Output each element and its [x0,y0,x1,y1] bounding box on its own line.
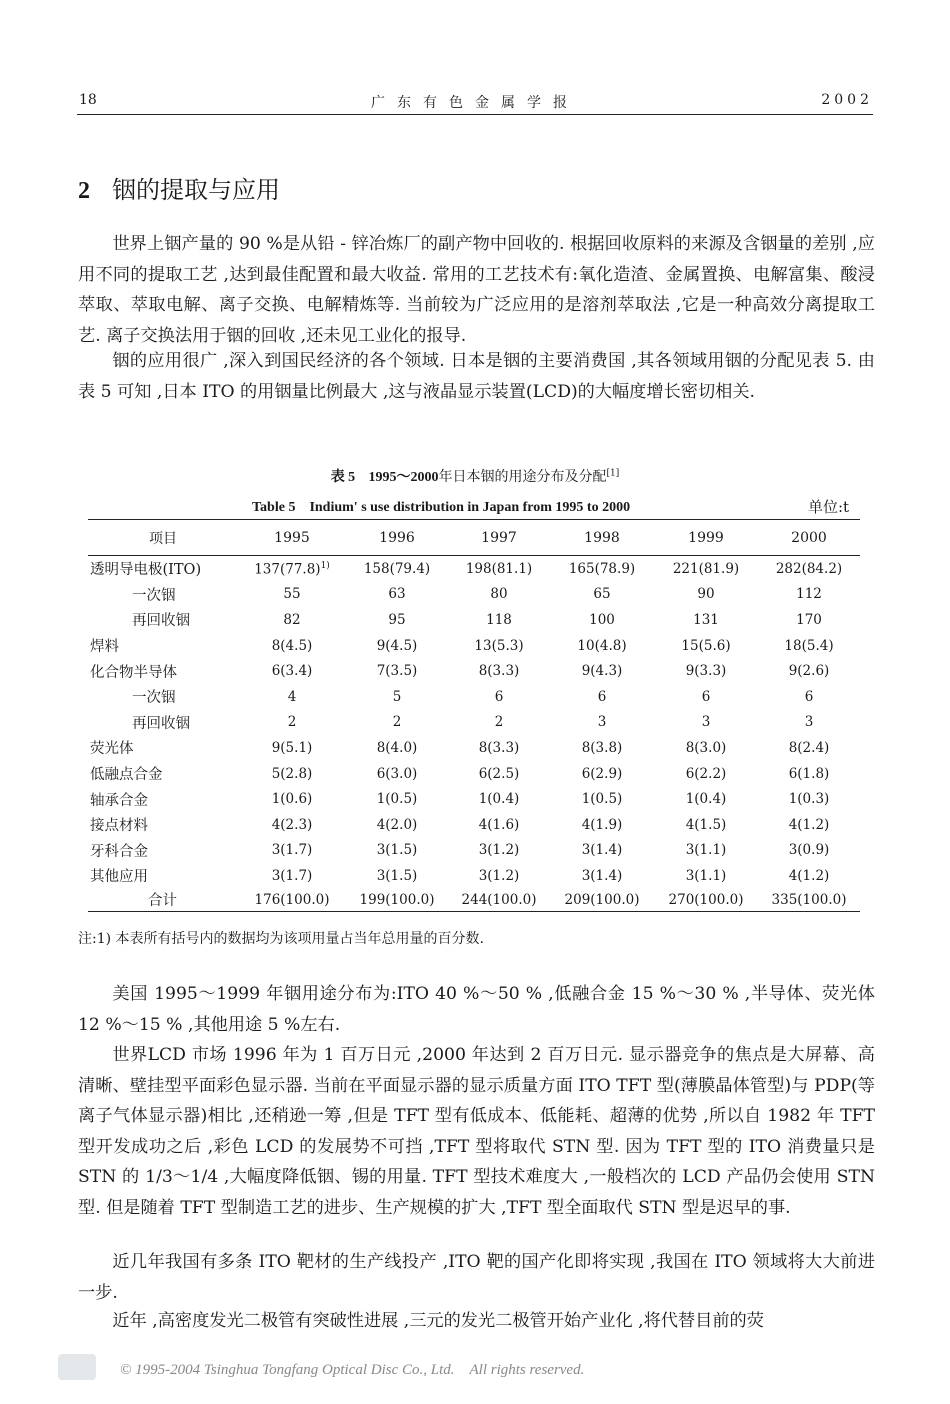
section-number: 2 [78,178,90,204]
table-cell: 3(1.4) [581,867,623,884]
paragraph-extraction: 世界上铟产量的 90 %是从铅 - 锌冶炼厂的副产物中回收的. 根据回收原料的来源及含铟量的差别 ,应用不同的提取工艺 ,达到最佳配置和最大收益. 常用的工艺技术有:氧化造渣、金属置换、电解富集、酸浸萃取、萃取电解、离子交换、电解精炼等. 当前较为广泛应用的是溶剂萃取法 ,它是一种高效分离提取工艺. 离子交换法用于铟的回收 ,还未见工业化的报导. [78,234,875,346]
row-label: 化合物半导体 [90,664,177,681]
table-cell: 176(100.0) [238,889,346,912]
paragraph-lcd-market: 世界LCD 市场 1996 年为 1 百万日元 ,2000 年达到 2 百万日元. 显示器竞争的焦点是大屏幕、高清晰、壁挂型平面彩色显示器. 当前在平面显示器的显示质量方面 ITO TFT 型(薄膜晶体管型)与 PDP(等离子气体显示器)相比 ,还稍逊一筹 ,但是 TFT 型有低成本、低能耗、超薄的优势 ,所以自 1982 年 TFT 型开发成功之后 ,彩色 LCD 的发展势不可挡 ,TFT 型将取代 STN 型. 因为 TFT 型的 ITO 消费量只是 STN 的 1/3～1/4 ,大幅度降低铟、锡的用量. TFT 型技术难度大 ,一般档次的 LCD 产品仍会使用 STN 型. 但是随着 TFT 型制造工艺的进步、生产规模的扩大 ,TFT 型全面取代 STN 型是迟早的事. [78,1045,875,1218]
row-label: 轴承合金 [90,792,148,809]
table-cell: 9(5.1) [271,739,313,756]
table-caption [0,466,950,486]
header-1999: 1999 [654,520,758,556]
row-label: 一次铟 [132,690,176,707]
header-1996: 1996 [346,520,448,556]
table-cell: 4(1.2) [788,816,830,833]
table-cell: 6 [597,688,607,705]
header-2000: 2000 [758,520,860,556]
row-label: 低融点合金 [90,767,163,784]
table-caption-ref: [1] [606,468,620,479]
table-cell: 4(1.5) [685,816,727,833]
table-cell: 80 [490,586,508,603]
table-row [88,786,860,812]
table-cell: 1(0.4) [685,791,727,808]
table-cell: 1(0.4) [478,791,520,808]
table-cell: 112 [796,586,822,603]
table-cell: 6 [494,688,504,705]
table-cell: 6(2.5) [478,765,520,782]
table-row [88,735,860,761]
table-cell: 6(2.9) [581,765,623,782]
table-cell: 82 [283,611,301,628]
table-cell: 4 [287,688,297,705]
table-row [88,556,860,582]
table-row [88,582,860,608]
table-cell: 221(81.9) [672,560,740,577]
table-cell: 8(4.0) [376,739,418,756]
header-item: 项目 [88,520,238,556]
table-row [88,607,860,633]
table-cell: 3 [597,714,607,731]
table-cell: 3(1.7) [271,842,313,859]
table-cell: 209(100.0) [550,889,654,912]
table-cell: 4(1.9) [581,816,623,833]
table-cell: 3(1.5) [376,867,418,884]
table-cell: 8(3.8) [581,739,623,756]
table-cell: 3(1.2) [478,867,520,884]
table-cell: 5 [392,688,402,705]
table-cell: 63 [388,586,406,603]
table-row [88,658,860,684]
table-unit: 单位:t [808,498,850,516]
table-total-row [88,889,860,912]
table-cell: 90 [697,586,715,603]
table-cell: 165(78.9) [568,560,636,577]
table-cell: 3 [804,714,814,731]
table-cell: 1(0.3) [788,791,830,808]
row-label: 一次铟 [132,587,176,604]
table-cell [238,556,346,582]
table-cell: 10(4.8) [577,637,627,654]
table-cell: 3(1.7) [271,867,313,884]
row-label: 荧光体 [90,741,134,758]
header-1997: 1997 [448,520,550,556]
table-cell: 270(100.0) [654,889,758,912]
copyright-notice: © 1995-2004 Tsinghua Tongfang Optical Disc Co., Ltd. All rights reserved. [120,1362,585,1378]
table-cell: 4(1.2) [788,867,830,884]
table-cell: 158(79.4) [363,560,431,577]
table-cell: 3(1.2) [478,842,520,859]
table-row [88,633,860,659]
table-row [88,863,860,889]
table-cell: 3(1.1) [685,842,727,859]
table-cell: 7(3.5) [376,663,418,680]
table-cell: 8(3.0) [685,739,727,756]
table-cell: 15(5.6) [681,637,731,654]
footer [58,1350,758,1386]
row-label: 牙科合金 [90,843,148,860]
row-label: 再回收铟 [132,715,190,732]
paragraph-applications: 铟的应用很广 ,深入到国民经济的各个领域. 日本是铟的主要消费国 ,其各领域用铟的分配见表 5. 由表 5 可知 ,日本 ITO 的用铟量比例最大 ,这与液晶显示装置(LCD)的大幅度增长密切相关. [78,351,875,402]
table-cell: 1(0.5) [581,791,623,808]
row-label: 焊料 [90,639,119,656]
row-label: 再回收铟 [132,613,190,630]
table-caption-label: 表 5 [330,470,356,485]
header-1998: 1998 [550,520,654,556]
table-caption-years: 1995～2000 [368,470,439,485]
row-label: 接点材料 [90,818,148,835]
table-row [88,684,860,710]
table-cell: 18(5.4) [784,637,834,654]
table-cell: 118 [486,611,512,628]
table-cell: 55 [283,586,301,603]
table-cell: 335(100.0) [758,889,860,912]
journal-title: 广东有色金属学报 [371,95,579,111]
table-cell: 6 [804,688,814,705]
section-heading [78,170,280,205]
table-cell: 8(2.4) [788,739,830,756]
table-cell: 100 [589,611,615,628]
table-cell: 2 [287,714,297,731]
row-label: 透明导电极(ITO) [90,562,202,579]
table-caption-text: 年日本铟的用途分布及分配 [438,469,607,485]
cell-value: 137(77.8) [254,561,321,578]
table-cell: 131 [693,611,719,628]
table-cell: 198(81.1) [465,560,533,577]
table-row [88,838,860,864]
table-cell: 3 [701,714,711,731]
table-cell: 8(3.3) [478,739,520,756]
table-cell: 3(0.9) [788,842,830,859]
table-cell: 244(100.0) [448,889,550,912]
table-cell: 9(2.6) [788,663,830,680]
table-caption-english: Table 5 Indium' s use distribution in Japan from 1995 to 2000 [252,500,631,515]
table-row [88,812,860,838]
table-cell: 3(1.5) [376,842,418,859]
table-cell: 8(4.5) [271,637,313,654]
row-label: 其他应用 [90,869,148,886]
table-row [88,710,860,736]
table-cell: 4(2.0) [376,816,418,833]
indium-use-table [88,519,860,912]
table-cell: 6(1.8) [788,765,830,782]
table-cell: 65 [593,586,611,603]
table-cell: 9(4.3) [581,663,623,680]
table-cell: 9(3.3) [685,663,727,680]
table-cell: 2 [494,714,504,731]
row-label: 合计 [88,889,238,912]
table-row [88,761,860,787]
paragraph-us-usage: 美国 1995～1999 年铟用途分布为:ITO 40 %～50 % ,低融合金 15 %～30 % ,半导体、荧光体 12 %～15 % ,其他用途 5 %左右. [78,984,875,1035]
section-title: 铟的提取与应用 [112,176,280,204]
table-cell: 4(2.3) [271,816,313,833]
table-cell: 8(3.3) [478,663,520,680]
table-cell: 282(84.2) [775,560,843,577]
table-cell: 95 [388,611,406,628]
table-cell: 4(1.6) [478,816,520,833]
table-cell: 1(0.5) [376,791,418,808]
table-cell: 13(5.3) [474,637,524,654]
table-cell: 6(3.0) [376,765,418,782]
table-cell: 199(100.0) [346,889,448,912]
table-cell: 1(0.6) [271,791,313,808]
page-number: 18 [79,92,97,108]
table-cell: 5(2.8) [271,765,313,782]
table-cell: 3(1.1) [685,867,727,884]
table-cell: 9(4.5) [376,637,418,654]
table-cell: 6(2.2) [685,765,727,782]
running-header [77,90,873,115]
paragraph-china-ito: 近几年我国有多条 ITO 靶材的生产线投产 ,ITO 靶的国产化即将实现 ,我国在 ITO 领域将大大前进一步. [78,1252,875,1303]
table-header-row [88,520,860,556]
footnote-mark: 1) [320,560,330,571]
table-cell: 170 [796,611,822,628]
table-cell: 3(1.4) [581,842,623,859]
cnki-logo-icon [58,1354,96,1380]
header-1995: 1995 [238,520,346,556]
table-note: 注:1) 本表所有括号内的数据均为该项用量占当年总用量的百分数. [78,931,484,947]
table-cell: 2 [392,714,402,731]
journal-year: 2002 [821,92,873,108]
table-cell: 6(3.4) [271,663,313,680]
paragraph-led: 近年 ,高密度发光二极管有突破性进展 ,三元的发光二极管开始产业化 ,将代替目前的荧 [112,1311,764,1331]
table-cell: 6 [701,688,711,705]
